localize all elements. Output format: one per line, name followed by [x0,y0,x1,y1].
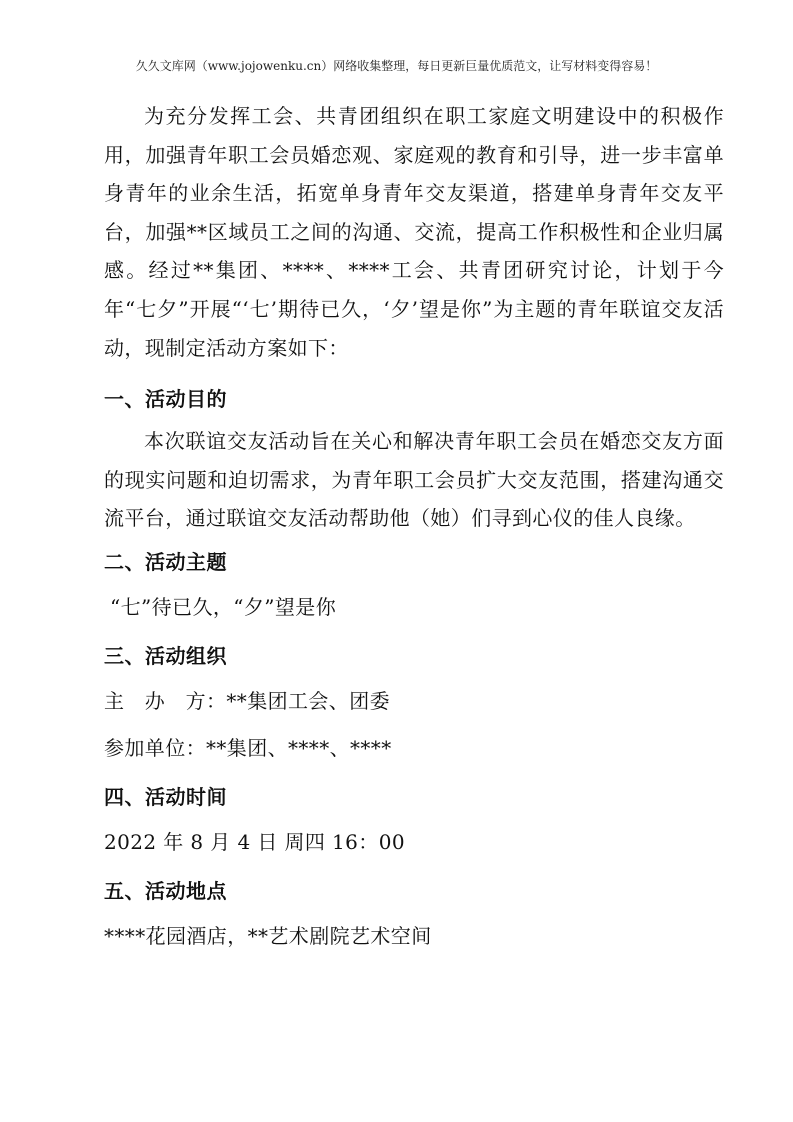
theme-text: “七”待已久，“夕”望是你 [110,594,337,619]
time-text: 2022 年 8 月 4 日 周四 16：00 [104,829,405,854]
document-body [104,97,724,961]
header-note: 久久文库网（www.jojowenku.cn）网络收集整理，每日更新巨量优质范文，让写材料变得容易！ [135,59,658,73]
section-title-location: 五、活动地点 [104,878,227,903]
organizer-line: 主 办 方：**集团工会、团委 [104,688,390,713]
section-title-purpose: 一、活动目的 [104,387,227,412]
purpose-paragraph: 本次联谊交友活动旨在关心和解决青年职工会员在婚恋交友方面的现实问题和迫切需求，为青年职工会员扩大交友范围，搭建沟通交流平台，通过联谊交友活动帮助他（她）们寻到心仪的佳人良缘。 [104,429,724,531]
location-text: ****花园酒店，**艺术剧院艺术空间 [104,923,432,948]
intro-paragraph: 为充分发挥工会、共青团组织在职工家庭文明建设中的积极作用，加强青年职工会员婚恋观、家庭观的教育和引导，进一步丰富单身青年的业余生活，拓宽单身青年交友渠道，搭建单身青年交友平台，加强**区域员工之间的沟通、交流，提高工作积极性和企业归属感。经过**集团、****、****工会、共青团研究讨论，计划于今年“七夕”开展“‘七’期待已久，‘夕’望是你”为主题的青年联谊交友活动，现制定活动方案如下： [104,104,724,360]
participants-line: 参加单位：**集团、****、**** [104,735,392,760]
section-title-theme: 二、活动主题 [104,549,227,574]
section-title-organization: 三、活动组织 [104,643,227,668]
section-title-time: 四、活动时间 [104,784,227,809]
